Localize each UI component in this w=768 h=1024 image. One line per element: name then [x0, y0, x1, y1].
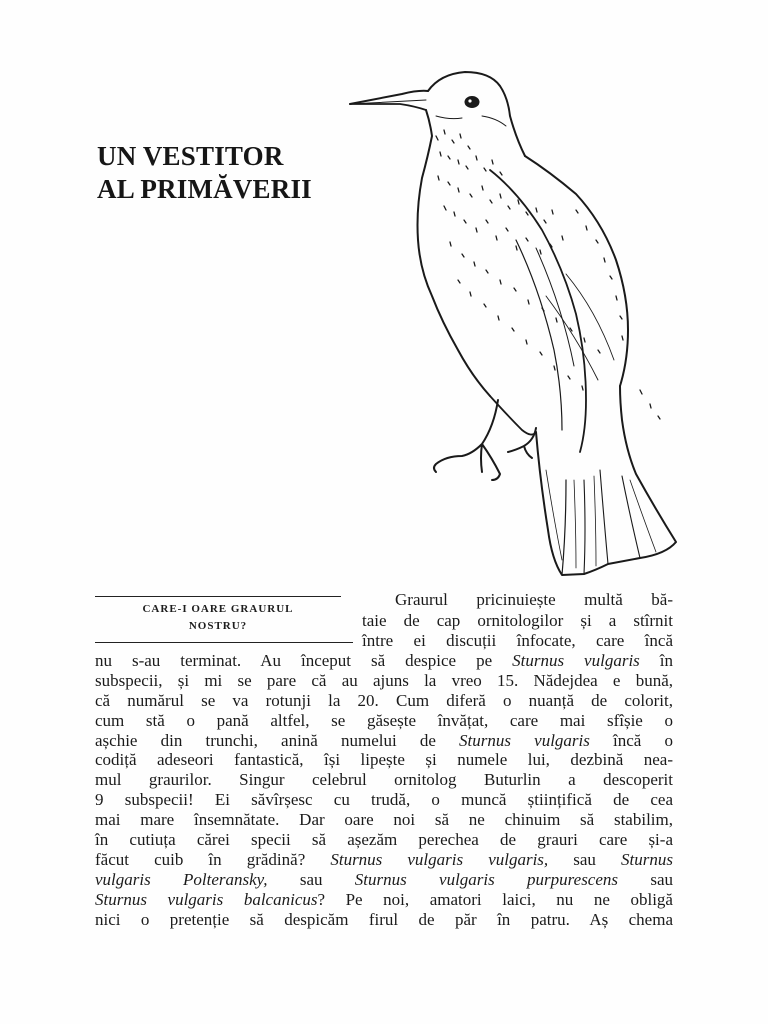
body-line-13: Sturnus vulgaris balcanicus? Pe noi, amatori laici, nu ne obligă	[95, 889, 673, 909]
subheading-line-2: NOSTRU?	[188, 620, 248, 632]
intro-paragraph	[362, 590, 673, 652]
intro-line-2: taie de cap ornitologilor și a stîrnit	[362, 610, 673, 630]
body-line-6: codiță adeseori fantastică, își lipește și numele lui, dezbină nea-	[95, 750, 673, 770]
body-line-3: că numărul se va rotunji la 20. Cum diferă o nuanță de colorit,	[95, 690, 673, 710]
divider-top	[95, 596, 341, 597]
article-title-line-2: AL PRIMĂVERII	[97, 174, 312, 204]
throat-outline	[418, 110, 491, 396]
body-line-2: subspecii, și mi se pare că au ajuns la vreo 15. Nădejdea e bună,	[95, 670, 673, 690]
article-title	[97, 140, 312, 206]
body-line-10: în cutiuța cărei specii să așezăm perechea de grauri care și-a	[95, 830, 673, 850]
beak-lower	[350, 104, 426, 110]
intro-line-3: între ei discuții înfocate, care încă	[362, 631, 673, 650]
body-line-14: nici o pretenție să despicăm firul de păr în patru. Aș chema	[95, 909, 673, 929]
subheading-line-1: CARE-I OARE GRAURUL	[142, 603, 294, 615]
wing-outline	[490, 170, 586, 452]
sidebar-subheading-box	[95, 596, 343, 644]
body-line-1: nu s-au terminat. Au început să despice pe Sturnus vulgaris în	[95, 651, 673, 670]
body-line-4: cum stă o pană altfel, se găsește învățat, care mai sfîșie o	[95, 710, 673, 730]
front-leg	[434, 400, 500, 480]
article-title-line-1: UN VESTITOR	[97, 141, 284, 171]
body-line-9: mai mare însemnătate. Dar oare noi să ne chinuim să stabilim,	[95, 810, 673, 830]
body-line-7: mul graurilor. Singur celebrul ornitolog Buturlin a descoperit	[95, 770, 673, 790]
sidebar-subheading	[95, 601, 341, 635]
body-line-8: 9 subspecii! Ei săvîrșesc cu trudă, o muncă științifică de cea	[95, 790, 673, 810]
body-line-12: vulgaris Polteransky, sau Sturnus vulgaris purpurescens sau	[95, 869, 673, 889]
body-line-5: așchie din trunchi, anină numelui de Sturnus vulgaris încă o	[95, 730, 673, 750]
divider-bottom	[95, 642, 353, 643]
starling-illustration	[340, 60, 685, 585]
body-line-11: făcut cuib în grădină? Sturnus vulgaris vulgaris, sau Sturnus	[95, 849, 673, 869]
back-outline	[525, 156, 628, 386]
intro-line-1: Graurul pricinuiește multă bă-	[395, 590, 673, 609]
head-outline	[428, 72, 525, 156]
eye	[465, 97, 479, 108]
back-leg	[508, 428, 536, 458]
body-paragraph	[95, 651, 673, 929]
speckles	[436, 130, 660, 419]
